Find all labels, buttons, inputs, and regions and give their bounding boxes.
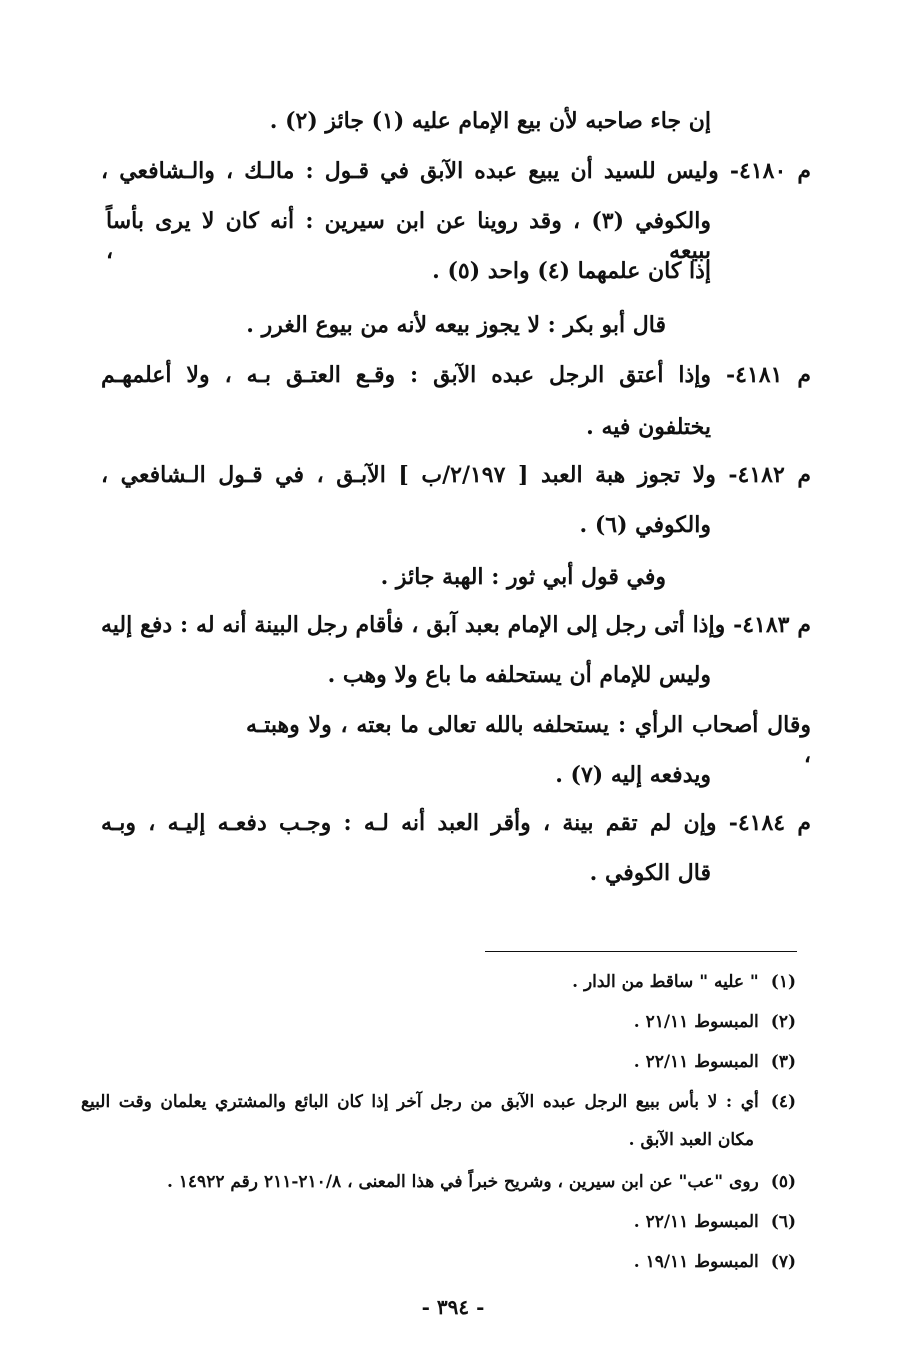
body-line-10: وفي قول أبي ثور : الهبة جائز . <box>380 564 666 590</box>
body-line-13: وقال أصحاب الرأي : يستحلفه بالله تعالى ما بعته ، ولا وهبتـه ، <box>246 712 811 768</box>
body-line-16: قال الكوفي . <box>589 860 711 886</box>
body-line-11: م ٤١٨٣- وإذا أتى رجل إلى الإمام بعبد آبق ، فأقام رجل البينة أنه له : دفع إليه <box>101 612 812 638</box>
page-number: - ٣٩٤ - <box>421 1295 485 1319</box>
footnote-number: (١) <box>770 972 796 992</box>
footnote-number: (٦) <box>770 1212 796 1232</box>
body-line-1: إن جاء صاحبه لأن بيع الإمام عليه (١) جائز (٢) . <box>269 108 711 134</box>
footnote-number: (٥) <box>770 1172 796 1192</box>
body-line-15: م ٤١٨٤- وإن لم تقم بينة ، وأقر العبد أنه لـه : وجـب دفعـه إليـه ، وبـه <box>101 810 811 836</box>
body-line-14: ويدفعه إليه (٧) . <box>555 762 711 788</box>
body-line-4: إذا كان علمهما (٤) واحد (٥) . <box>432 258 711 284</box>
footnote-text: المبسوط ٢١/١١ . <box>633 1012 759 1032</box>
footnote-text: المبسوط ١٩/١١ . <box>633 1252 759 1272</box>
footnote-6 <box>634 1210 796 1234</box>
footnote-3 <box>634 1050 796 1074</box>
body-line-3: والكوفي (٣) ، وقد روينا عن ابن سيرين : أنه كان لا يرى بأساً ببيعه ، <box>106 208 711 264</box>
footnote-text: المبسوط ٢٢/١١ . <box>633 1212 759 1232</box>
footnote-text: روى "عب" عن ابن سيرين ، وشريح خبراً في هذا المعنى ، ٢١٠/٨-٢١١ رقم ١٤٩٢٢ . <box>166 1172 759 1192</box>
body-line-6: م ٤١٨١- وإذا أعتق الرجل عبده الآبق : وقـع العتـق بـه ، ولا أعلمهـم <box>101 362 811 388</box>
footnote-number: (٣) <box>770 1052 796 1072</box>
body-line-5-abu-bakr: قال أبو بكر : لا يجوز بيعه لأنه من بيوع الغرر . <box>246 312 666 338</box>
footnote-2 <box>634 1010 796 1034</box>
footnote-number: (٢) <box>770 1012 796 1032</box>
footnote-text: المبسوط ٢٢/١١ . <box>633 1052 759 1072</box>
body-line-9: والكوفي (٦) . <box>579 512 711 538</box>
body-line-12: وليس للإمام أن يستحلفه ما باع ولا وهب . <box>327 662 711 688</box>
body-line-7: يختلفون فيه . <box>586 414 711 440</box>
footnote-text: مكان العبد الآبق . <box>628 1130 754 1150</box>
footnote-7 <box>634 1250 796 1274</box>
footnote-number: (٤) <box>770 1092 796 1112</box>
body-line-8: م ٤١٨٢- ولا تجوز هبة العبد [ ٢/١٩٧/ب ] الآبـق ، في قـول الـشافعي ، <box>101 462 812 488</box>
footnote-4-continuation <box>629 1128 754 1152</box>
body-line-2: م ٤١٨٠- وليس للسيد أن يبيع عبده الآبق في قـول : مالـك ، والـشافعي ، <box>101 158 811 184</box>
footnote-1 <box>572 970 796 994</box>
footnote-4 <box>81 1090 796 1114</box>
footnote-text: أي : لا بأس ببيع الرجل عبده الآبق من رجل آخر إذا كان البائع والمشتري يعلمان وقت البيع <box>81 1092 759 1112</box>
footnote-5 <box>167 1170 796 1194</box>
footnote-text: " عليه " ساقط من الدار . <box>572 972 759 992</box>
footnote-separator <box>485 951 797 952</box>
footnote-number: (٧) <box>770 1252 796 1272</box>
